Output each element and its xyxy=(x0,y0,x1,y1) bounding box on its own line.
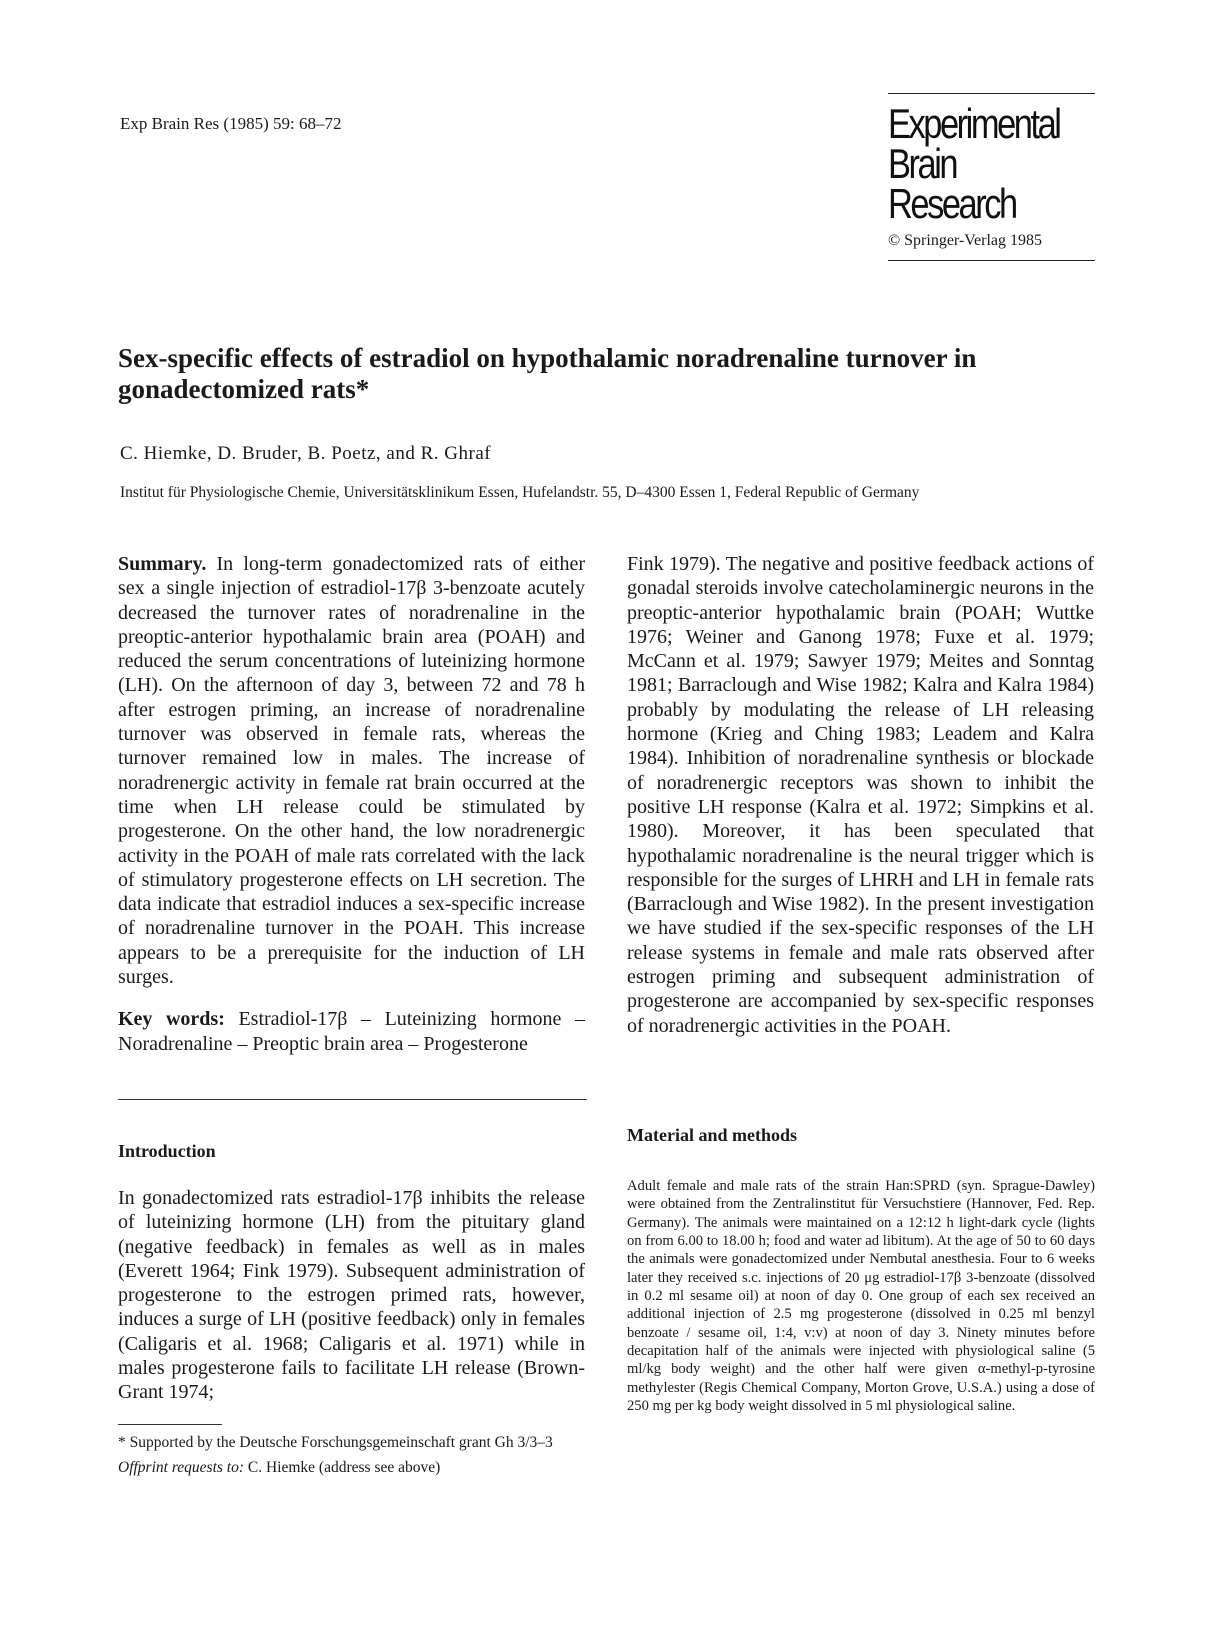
offprint-text: C. Hiemke (address see above) xyxy=(247,1459,441,1476)
keywords-paragraph xyxy=(118,1007,585,1056)
journal-logo-block xyxy=(888,93,1095,261)
summary-paragraph xyxy=(118,552,585,989)
offprint-label: Offprint requests to: xyxy=(118,1459,245,1476)
footnotes xyxy=(118,1433,588,1477)
right-column xyxy=(627,552,1094,1038)
keywords-heading: Key words: xyxy=(118,1008,225,1031)
copyright-notice: © Springer-Verlag 1985 xyxy=(888,232,1043,249)
journal-logo xyxy=(888,100,1060,227)
journal-logo-line1: Experimental xyxy=(888,100,1060,147)
article-title: Sex-specific effects of estradiol on hypothalamic noradrenaline turnover in gonadectomized rats* xyxy=(118,343,977,404)
methods-text: Adult female and male rats of the strain Han:SPRD (syn. Sprague-Dawley) were obtained from the Zentralinstitut für Versuchstiere (Hannover, Fed. Rep. Germany). The animals were maintained on a 12:12 h light-dark cycle (lights on from 6.00 to 18.00 h; food and water ad libitum). At the age of 50 to 60 days the animals were gonadectomized under Nembutal anesthesia. Four to 6 weeks later they received s.c. injections of 20 μg estradiol-17β 3-benzoate (dissolved in 0.2 ml sesame oil) at noon of day 0. One group of each sex received an additional injection of 2.5 mg progesterone (dissolved in 0.25 ml benzyl benzoate / sesame oil, 1:4, v:v) at noon of day 3. Ninety minutes before decapitation half of the animals were injected with physiological saline (5 ml/kg body weight) and the other half were given α-methyl-p-tyrosine methylester (Regis Chemical Company, Morton Grove, U.S.A.) using a dose of 250 mg per kg body weight dissolved in 5 ml physiological saline. xyxy=(627,1178,1095,1415)
author-affiliation: Institut für Physiologische Chemie, Universitätsklinikum Essen, Hufelandstr. 55, D–4300 Essen 1, Federal Republic of Germany xyxy=(120,484,920,501)
journal-logo-line2: Brain Research xyxy=(888,140,1016,227)
footnote-support: * Supported by the Deutsche Forschungsgemeinschaft grant Gh 3/3–3 xyxy=(118,1434,553,1451)
footnote-rule xyxy=(118,1424,222,1425)
section-divider xyxy=(118,1099,587,1100)
footnote-offprint xyxy=(118,1458,588,1477)
logo-top-rule xyxy=(888,93,1095,94)
keywords-text: Estradiol-17β – Luteinizing hormone – Noradrenaline – Preoptic brain area – Progesterone xyxy=(118,1008,585,1055)
methods-heading: Material and methods xyxy=(627,1125,797,1145)
journal-citation: Exp Brain Res (1985) 59: 68–72 xyxy=(120,114,342,133)
introduction-text: In gonadectomized rats estradiol-17β inhibits the release of luteinizing hormone (LH) from the pituitary gland (negative feedback) in females as well as in males (Everett 1964; Fink 1979). Subsequent administration of progesterone to the estrogen primed rats, however, induces a surge of LH (positive feedback) only in females (Caligaris et al. 1968; Caligaris et al. 1971) while in males progesterone fails to facilitate LH release (Brown-Grant 1974; xyxy=(118,1187,585,1404)
left-column xyxy=(118,552,585,1056)
summary-text: In long-term gonadectomized rats of either sex a single injection of estradiol-17β 3-benzoate acutely decreased the turnover rates of noradrenaline in the preoptic-anterior hypothalamic brain area (POAH) and reduced the serum concentrations of luteinizing hormone (LH). On the afternoon of day 3, between 72 and 78 h after estrogen priming, an increase of noradrenaline turnover was observed in female rats, whereas the turnover remained low in males. The increase of noradrenergic activity in female rat brain occurred at the time when LH release could be stimulated by progesterone. On the other hand, the low noradrenergic activity in the POAH of male rats correlated with the lack of stimulatory progesterone effects on LH secretion. The data indicate that estradiol induces a sex-specific increase of noradrenaline turnover in the POAH. This increase appears to be a prerequisite for the induction of LH surges. xyxy=(118,553,585,989)
logo-bottom-rule xyxy=(888,260,1095,261)
introduction-continued: Fink 1979). The negative and positive feedback actions of gonadal steroids involve catecholaminergic neurons in the preoptic-anterior hypothalamic brain (POAH; Wuttke 1976; Weiner and Ganong 1978; Fuxe et al. 1979; McCann et al. 1979; Sawyer 1979; Meites and Sonntag 1981; Barraclough and Wise 1982; Kalra and Kalra 1984) probably by modulating the release of LH releasing hormone (Krieg and Ching 1983; Leadem and Kalra 1984). Inhibition of noradrenaline synthesis or blockade of noradrenergic receptors was shown to inhibit the positive LH response (Kalra et al. 1972; Simpkins et al. 1980). Moreover, it has been speculated that hypothalamic noradrenaline is the neural trigger which is responsible for the surges of LHRH and LH in female rats (Barraclough and Wise 1982). In the present investigation we have studied if the sex-specific responses of the LH release systems in female and male rats observed after estrogen priming and subsequent administration of progesterone are accompanied by sex-specific responses of noradrenergic activities in the POAH. xyxy=(627,553,1094,1037)
introduction-heading: Introduction xyxy=(118,1141,216,1161)
author-list: C. Hiemke, D. Bruder, B. Poetz, and R. Ghraf xyxy=(120,443,492,464)
summary-heading: Summary. xyxy=(118,553,207,575)
